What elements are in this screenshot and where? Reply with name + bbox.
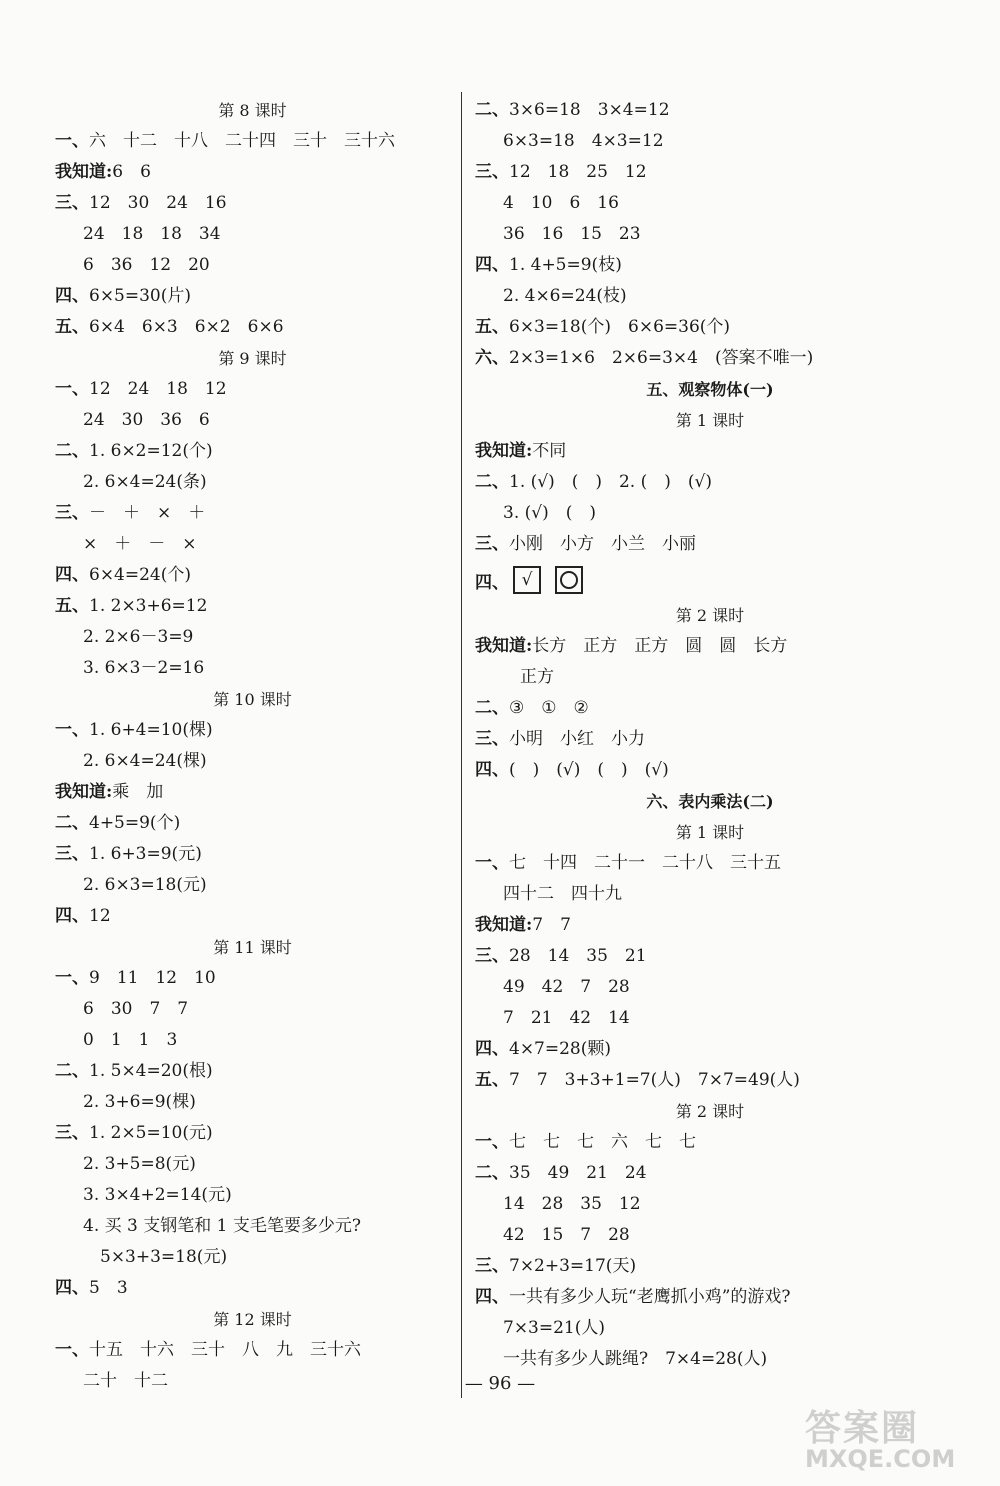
left-column [55, 95, 450, 1397]
answer-text: 0 1 1 3 [83, 1030, 178, 1050]
answer-line [475, 631, 945, 662]
question-number: 我知道: [55, 162, 113, 182]
answer-line [55, 1087, 450, 1118]
question-number: 三、 [55, 844, 89, 864]
question-number: 二、 [475, 698, 509, 718]
answer-line [55, 126, 450, 157]
question-number: 三、 [475, 534, 509, 554]
answer-line [475, 188, 945, 219]
check-box-icon [513, 566, 541, 594]
lesson-heading [55, 932, 450, 963]
answer-line [55, 560, 450, 591]
answer-text: 七 十四 二十一 二十八 三十五 [509, 853, 781, 873]
answer-line [475, 281, 945, 312]
answer-text: 7×2+3=17(天) [509, 1256, 637, 1276]
answer-text: 2. 6×3=18(元) [83, 875, 207, 895]
answer-line [55, 250, 450, 281]
answer-text: 长方 正方 正方 圆 圆 长方 [532, 636, 788, 656]
answer-text: 3×6=18 3×4=12 [509, 100, 670, 120]
answer-text: 第 9 课时 [218, 349, 287, 368]
answer-line [55, 1180, 450, 1211]
answer-text: 2. 6×4=24(棵) [83, 751, 207, 771]
answer-line [475, 1313, 945, 1344]
answer-line [475, 219, 945, 250]
answer-line [55, 312, 450, 343]
answer-line [475, 529, 945, 560]
answer-line [55, 436, 450, 467]
answer-text: 4×7=28(颗) [509, 1039, 612, 1059]
answer-line [475, 1344, 945, 1375]
answer-text: 四十二 四十九 [503, 884, 622, 904]
answer-text: 7 7 3+3+1=7(人) 7×7=49(人) [509, 1070, 800, 1090]
question-number: 三、 [55, 503, 89, 523]
answer-line [55, 746, 450, 777]
answer-text: 24 30 36 6 [83, 410, 210, 430]
answer-line [475, 1034, 945, 1065]
question-number: 我知道: [55, 782, 113, 802]
answer-text: 1. 4+5=9(枝) [509, 255, 622, 275]
answer-text: 7 21 42 14 [503, 1008, 630, 1028]
answer-text: 6 6 [112, 162, 151, 182]
question-number: 三、 [475, 729, 509, 749]
answer-text: 28 14 35 21 [509, 946, 647, 966]
question-number: 五、 [55, 596, 89, 616]
answer-line [475, 1065, 945, 1096]
answer-text: 36 16 15 23 [503, 224, 641, 244]
answer-text: 第 8 课时 [218, 101, 287, 120]
answer-line [55, 963, 450, 994]
answer-line [55, 901, 450, 932]
question-number: 四、 [55, 906, 89, 926]
question-number: 一、 [475, 1132, 509, 1152]
answer-line [475, 95, 945, 126]
answer-text: × ＋ － × [83, 534, 197, 554]
question-number: 三、 [55, 193, 89, 213]
answer-line [55, 839, 450, 870]
answer-text: 第 12 课时 [213, 1310, 292, 1329]
answer-line [55, 715, 450, 746]
answer-line [475, 755, 945, 786]
answer-text: 六、表内乘法(二) [646, 792, 774, 811]
answer-text: 1. (√) ( ) 2. ( ) (√) [509, 472, 712, 492]
question-number: 一、 [55, 968, 89, 988]
answer-line [55, 498, 450, 529]
answer-text: 2. 2×6－3=9 [83, 627, 194, 647]
answer-line [55, 622, 450, 653]
question-number: 我知道: [475, 441, 533, 461]
answer-line [55, 188, 450, 219]
answer-line [55, 591, 450, 622]
answer-line [475, 1158, 945, 1189]
question-number: 三、 [475, 1256, 509, 1276]
answer-text: 2. 3+6=9(棵) [83, 1092, 196, 1112]
answer-line [55, 281, 450, 312]
lesson-heading [475, 1096, 945, 1127]
answer-line [55, 777, 450, 808]
watermark-top-text: 答案圈 [805, 1408, 920, 1449]
answer-text: 12 30 24 16 [89, 193, 227, 213]
answer-line [475, 724, 945, 755]
answer-line [55, 808, 450, 839]
answer-line [475, 1127, 945, 1158]
answer-line [55, 1211, 450, 1242]
answer-line [475, 910, 945, 941]
answer-text: 12 18 25 12 [509, 162, 647, 182]
answer-line [475, 157, 945, 188]
question-number: 二、 [55, 441, 89, 461]
answer-line [475, 879, 945, 910]
answer-line [475, 467, 945, 498]
answer-line [55, 1025, 450, 1056]
answer-line [475, 1003, 945, 1034]
answer-line [55, 1056, 450, 1087]
answer-line [55, 1335, 450, 1366]
answer-text: 6×5=30(片) [89, 286, 192, 306]
answer-line [55, 870, 450, 901]
answer-text: 35 49 21 24 [509, 1163, 647, 1183]
question-number: 四、 [55, 1278, 89, 1298]
answer-text: 小明 小红 小力 [509, 729, 645, 749]
shapes-row-lead: 四、 [475, 572, 509, 593]
answer-text: 42 15 7 28 [503, 1225, 630, 1245]
answer-line [475, 126, 945, 157]
lesson-heading [55, 1304, 450, 1335]
answer-text: 2×3=1×6 2×6=3×4 (答案不唯一) [509, 348, 814, 368]
answer-text: 2. 6×4=24(条) [83, 472, 207, 492]
answer-text: 12 [89, 906, 111, 926]
answer-text: 第 2 课时 [675, 1102, 745, 1121]
answer-text: 正方 [503, 667, 554, 687]
answer-text: 5×3+3=18(元) [83, 1247, 228, 1267]
answer-text: 六 十二 十八 二十四 三十 三十六 [89, 131, 395, 151]
question-number: 一、 [55, 131, 89, 151]
answer-text: 6 36 12 20 [83, 255, 210, 275]
answer-text: ③ ① ② [509, 698, 589, 718]
answer-line [55, 405, 450, 436]
right-column [475, 95, 945, 1375]
answer-text: 9 11 12 10 [89, 968, 216, 988]
answer-line [475, 498, 945, 529]
answer-text: 一共有多少人跳绳? 7×4=28(人) [503, 1349, 768, 1369]
answer-line [475, 848, 945, 879]
question-number: 二、 [55, 813, 89, 833]
question-number: 五、 [55, 317, 89, 337]
answer-line [55, 1149, 450, 1180]
question-number: 二、 [475, 1163, 509, 1183]
answer-line [475, 662, 945, 693]
answer-text: 五、观察物体(一) [646, 380, 774, 399]
answer-text: 第 2 课时 [675, 606, 745, 625]
answer-text: 3. 3×4+2=14(元) [83, 1185, 232, 1205]
question-number: 四、 [55, 286, 89, 306]
answer-line [475, 941, 945, 972]
answer-text: 小刚 小方 小兰 小丽 [509, 534, 696, 554]
watermark-bottom-text: MXQE.COM [805, 1445, 956, 1473]
answer-text: 第 10 课时 [213, 690, 292, 709]
question-number: 六、 [475, 348, 509, 368]
answer-text: 3. (√) ( ) [503, 503, 596, 523]
column-divider [461, 92, 462, 1398]
answer-text: 6 30 7 7 [83, 999, 189, 1019]
answer-line [55, 529, 450, 560]
square-with-circle-icon [555, 566, 583, 594]
answer-text: 4 10 6 16 [503, 193, 619, 213]
question-number: 四、 [475, 760, 509, 780]
question-number: 二、 [475, 100, 509, 120]
answer-line [475, 250, 945, 281]
lesson-heading [475, 600, 945, 631]
answer-line [55, 467, 450, 498]
question-number: 一、 [55, 379, 89, 399]
question-number: 四、 [475, 1039, 509, 1059]
answer-text: 24 18 18 34 [83, 224, 221, 244]
question-number: 五、 [475, 1070, 509, 1090]
lesson-heading [475, 405, 945, 436]
question-number: 二、 [55, 1061, 89, 1081]
question-number: 我知道: [475, 915, 533, 935]
question-number: 一、 [475, 853, 509, 873]
answer-text: 1. 6+3=9(元) [89, 844, 202, 864]
question-number: 五、 [475, 317, 509, 337]
answer-text: ( ) (√) ( ) (√) [509, 760, 669, 780]
answer-text: 6×4 6×3 6×2 6×6 [89, 317, 284, 337]
answer-line [475, 343, 945, 374]
right-column-bottom [475, 600, 945, 1375]
question-number: 四、 [475, 1287, 509, 1307]
answer-text: 4+5=9(个) [89, 813, 181, 833]
answer-text: 12 24 18 12 [89, 379, 227, 399]
answer-text: 第 1 课时 [675, 823, 745, 842]
answer-line [475, 1189, 945, 1220]
answer-text: 6×3=18 4×3=12 [503, 131, 664, 151]
unit-heading [475, 374, 945, 405]
answer-text: 4. 买 3 支钢笔和 1 支毛笔要多少元? [83, 1216, 361, 1236]
answer-text: 7×3=21(人) [503, 1318, 606, 1338]
lesson-heading [55, 343, 450, 374]
answer-text: 十五 十六 三十 八 九 三十六 [89, 1340, 361, 1360]
unit-heading [475, 786, 945, 817]
answer-line [475, 1251, 945, 1282]
lesson-heading [55, 95, 450, 126]
answer-line [55, 653, 450, 684]
right-column-top [475, 95, 945, 560]
answer-line [475, 693, 945, 724]
question-number: 三、 [55, 1123, 89, 1143]
question-number: 四、 [55, 565, 89, 585]
answer-line [55, 994, 450, 1025]
answer-text: 2. 4×6=24(枝) [503, 286, 627, 306]
question-number: 三、 [475, 162, 509, 182]
answer-line [55, 219, 450, 250]
shapes-answer-row [475, 560, 945, 600]
lesson-heading [475, 817, 945, 848]
answer-line [55, 374, 450, 405]
question-number: 一、 [55, 720, 89, 740]
answer-line [475, 1220, 945, 1251]
question-number: 三、 [475, 946, 509, 966]
answer-text: 乘 加 [112, 782, 164, 802]
answer-text: 6×3=18(个) 6×6=36(个) [509, 317, 731, 337]
answer-line [55, 1118, 450, 1149]
answer-text: 第 11 课时 [213, 938, 292, 957]
answer-text: 二十 十二 [83, 1371, 168, 1391]
answer-text: 3. 6×3－2=16 [83, 658, 205, 678]
answer-line [475, 312, 945, 343]
question-number: 四、 [475, 255, 509, 275]
answer-line [55, 1242, 450, 1273]
answer-text: 1. 6+4=10(棵) [89, 720, 213, 740]
answer-line [475, 972, 945, 1003]
answer-text: 1. 2×3+6=12 [89, 596, 208, 616]
question-number: 一、 [55, 1340, 89, 1360]
answer-line [55, 157, 450, 188]
answer-text: 5 3 [89, 1278, 128, 1298]
answer-line [475, 1282, 945, 1313]
check-mark: √ [521, 570, 533, 590]
question-number: 二、 [475, 472, 509, 492]
answer-line [55, 1273, 450, 1304]
answer-text: 7 7 [532, 915, 571, 935]
answer-text: 49 42 7 28 [503, 977, 630, 997]
answer-text: 不同 [532, 441, 567, 461]
answer-text: 1. 5×4=20(根) [89, 1061, 213, 1081]
answer-text: 一共有多少人玩“老鹰抓小鸡”的游戏? [509, 1287, 791, 1307]
answer-text: 1. 2×5=10(元) [89, 1123, 213, 1143]
page-number: — 96 — [464, 1373, 536, 1394]
answer-text: 6×4=24(个) [89, 565, 192, 585]
answer-text: － ＋ × ＋ [89, 503, 206, 523]
answer-text: 七 七 七 六 七 七 [509, 1132, 696, 1152]
watermark-logo [805, 1400, 985, 1480]
question-number: 我知道: [475, 636, 533, 656]
lesson-heading [55, 684, 450, 715]
answer-line [475, 436, 945, 467]
answer-text: 1. 6×2=12(个) [89, 441, 213, 461]
answer-text: 2. 3+5=8(元) [83, 1154, 196, 1174]
answer-text: 14 28 35 12 [503, 1194, 641, 1214]
answer-text: 第 1 课时 [675, 411, 745, 430]
